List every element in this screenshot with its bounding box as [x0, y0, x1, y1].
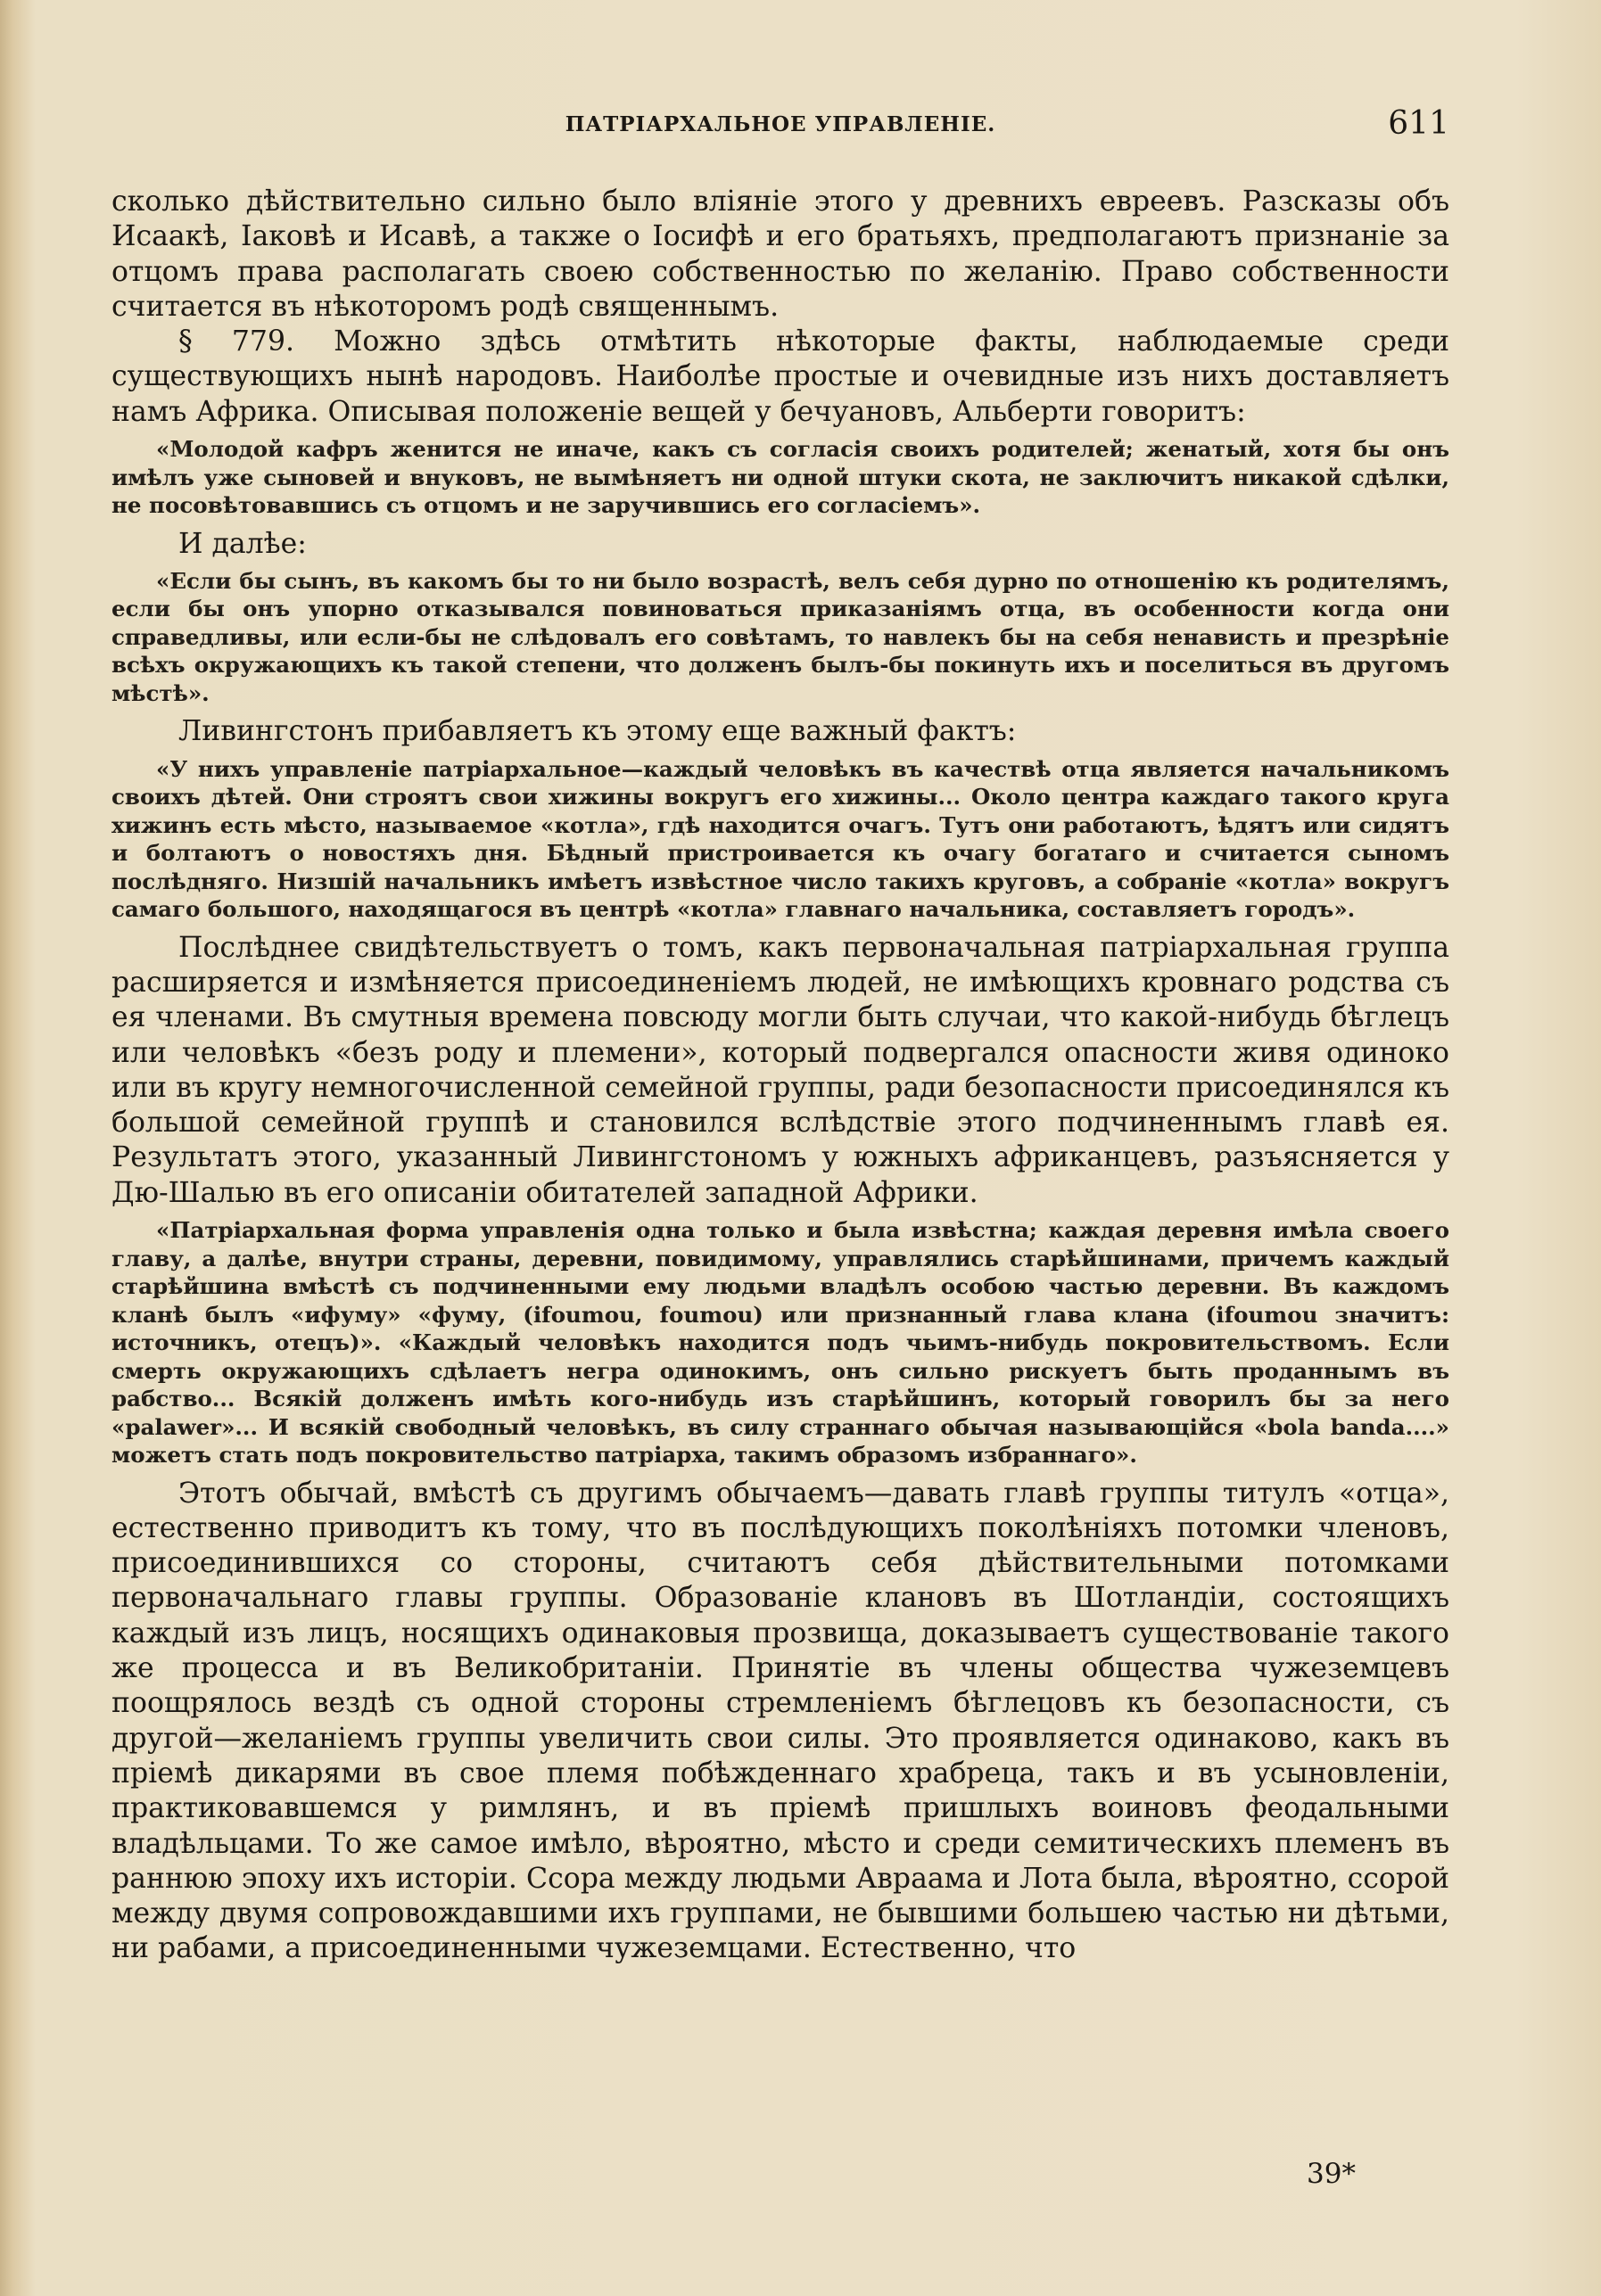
block-quote: «У нихъ управленіе патріархальное—каждый человѣкъ въ качествѣ отца является начальникомъ своихъ дѣтей. Они строятъ свои хижины вокругъ его хижины... Около центра каждаго такого круга хижинъ есть мѣсто, называемое «котла», гдѣ находится очагъ. Тутъ они работаютъ, ѣдятъ или сидятъ и болтаютъ о новостяхъ дня. Бѣдный пристроивается къ очагу богатаго и считается сыномъ послѣдняго. Низшій начальникъ имѣетъ извѣстное число такихъ круговъ, а собраніе «котла» вокругъ самаго большого, находящагося въ центрѣ «котла» главнаго начальника, составляетъ городъ». [111, 755, 1449, 923]
block-quote: «Патріархальная форма управленія одна только и была извѣстна; каждая деревня имѣла своего главу, а далѣе, внутри страны, деревни, повидимому, управлялись старѣйшинами, причемъ каждый старѣйшина вмѣстѣ съ подчиненными ему людьми владѣлъ особою частью деревни. Въ каждомъ кланѣ былъ «ифуму» «фуму, (ifoumou, foumou) или признанный глава клана (ifoumou значитъ: источникъ, отецъ)». «Каждый человѣкъ находится подъ чьимъ-нибудь покровительствомъ. Если смерть окружающихъ сдѣлаетъ негра одинокимъ, онъ сильно рискуетъ быть проданнымъ въ рабство... Всякій долженъ имѣть кого-нибудь изъ старѣйшинъ, который говорилъ бы за него «palawer»... И всякій свободный человѣкъ, въ силу страннаго обычая называющійся «bola banda....» можетъ стать подъ покровительство патріарха, такимъ образомъ избраннаго». [111, 1217, 1449, 1469]
body-paragraph: § 779. Можно здѣсь отмѣтить нѣкоторые факты, наблюдаемые среди существующихъ нынѣ народовъ. Наиболѣе простые и очевидные изъ нихъ доставляетъ намъ Африка. Описывая положеніе вещей у бечуановъ, Альберти говоритъ: [111, 325, 1449, 428]
block-quote: «Молодой кафръ женится не иначе, какъ съ согласія своихъ родителей; женатый, хотя бы онъ имѣлъ уже сыновей и внуковъ, не вымѣняетъ ни одной штуки скота, не заключитъ никакой сдѣлки, не посовѣтовавшись съ отцомъ и не заручившись его согласіемъ». [111, 436, 1449, 519]
body-paragraph: Ливингстонъ прибавляетъ къ этому еще важный фактъ: [178, 715, 1017, 748]
body-paragraph: сколько дѣйствительно сильно было вліяніе этого у древнихъ евреевъ. Разсказы объ Исаакѣ, Іаковѣ и Исавѣ, а также о Іосифѣ и его братьяхъ, предполагаютъ признаніе за отцомъ права располагать своею собственностью по желанію. Право собственности считается въ нѣкоторомъ родѣ священнымъ. [111, 185, 1449, 323]
page-number: 611 [1388, 105, 1449, 142]
block-quote: «Если бы сынъ, въ какомъ бы то ни было возрастѣ, велъ себя дурно по отношенію къ родителямъ, если бы онъ упорно отказывался повиноваться приказаніямъ отца, въ особенности когда они справедливы, или если-бы не слѣдовалъ его совѣтамъ, то навлекъ бы на себя ненависть и презрѣніе всѣхъ окружающихъ къ такой степени, что долженъ былъ-бы покинуть ихъ и поселиться въ другомъ мѣстѣ». [111, 567, 1449, 706]
body-paragraph: Этотъ обычай, вмѣстѣ съ другимъ обычаемъ—давать главѣ группы титулъ «отца», естественно приводитъ къ тому, что въ послѣдующихъ поколѣніяхъ потомки членовъ, присоединившихся со стороны, считаютъ себя дѣйствительными потомками первоначальнаго главы группы. Образованіе клановъ въ Шотландіи, состоящихъ каждый изъ лицъ, носящихъ одинаковыя прозвища, доказываетъ существованіе такого же процесса и въ Великобританіи. Принятіе въ члены общества чужеземцевъ поощрялось вездѣ съ одной стороны стремленіемъ бѣглецовъ къ безопасности, съ другой—желаніемъ группы увеличить свои силы. Это проявляется одинаково, какъ въ пріемѣ дикарями въ свое племя побѣжденнаго храбреца, такъ и въ усыновленіи, практиковавшемся у римлянъ, и въ пріемѣ пришлыхъ воиновъ феодальными владѣльцами. То же самое имѣло, вѣроятно, мѣсто и среди семитическихъ племенъ въ раннюю эпоху ихъ исторіи. Ссора между людьми Авраама и Лота была, вѣроятно, ссорой между двумя сопровождавшими ихъ группами, не бывшими большею частью ни дѣтьми, ни рабами, а присоединенными чужеземцами. Естественно, что [111, 1477, 1449, 1965]
body-paragraph: Послѣднее свидѣтельствуетъ о томъ, какъ первоначальная патріархальная группа расширяется и измѣняется присоединеніемъ людей, не имѣющихъ кровнаго родства съ ея членами. Въ смутныя времена повсюду могли быть случаи, что какой-нибудь бѣглецъ или человѣкъ «безъ роду и племени», который подвергался опасности живя одиноко или въ кругу немногочисленной семейной группы, ради безопасности присоединялся къ большой семейной группѣ и становился вслѣдствіе этого подчиненнымъ главѣ ея. Результатъ этого, указанный Ливингстономъ у южныхъ африканцевъ, разъясняется у Дю-Шалью въ его описаніи обитателей западной Африки. [111, 931, 1449, 1209]
body-text [111, 185, 1449, 1967]
running-head [111, 105, 1449, 150]
printer-signature-mark: 39* [1307, 2158, 1356, 2190]
body-paragraph: И далѣе: [178, 527, 307, 560]
page-header-title: ПАТРІАРХАЛЬНОЕ УПРАВЛЕНІЕ. [565, 112, 996, 136]
